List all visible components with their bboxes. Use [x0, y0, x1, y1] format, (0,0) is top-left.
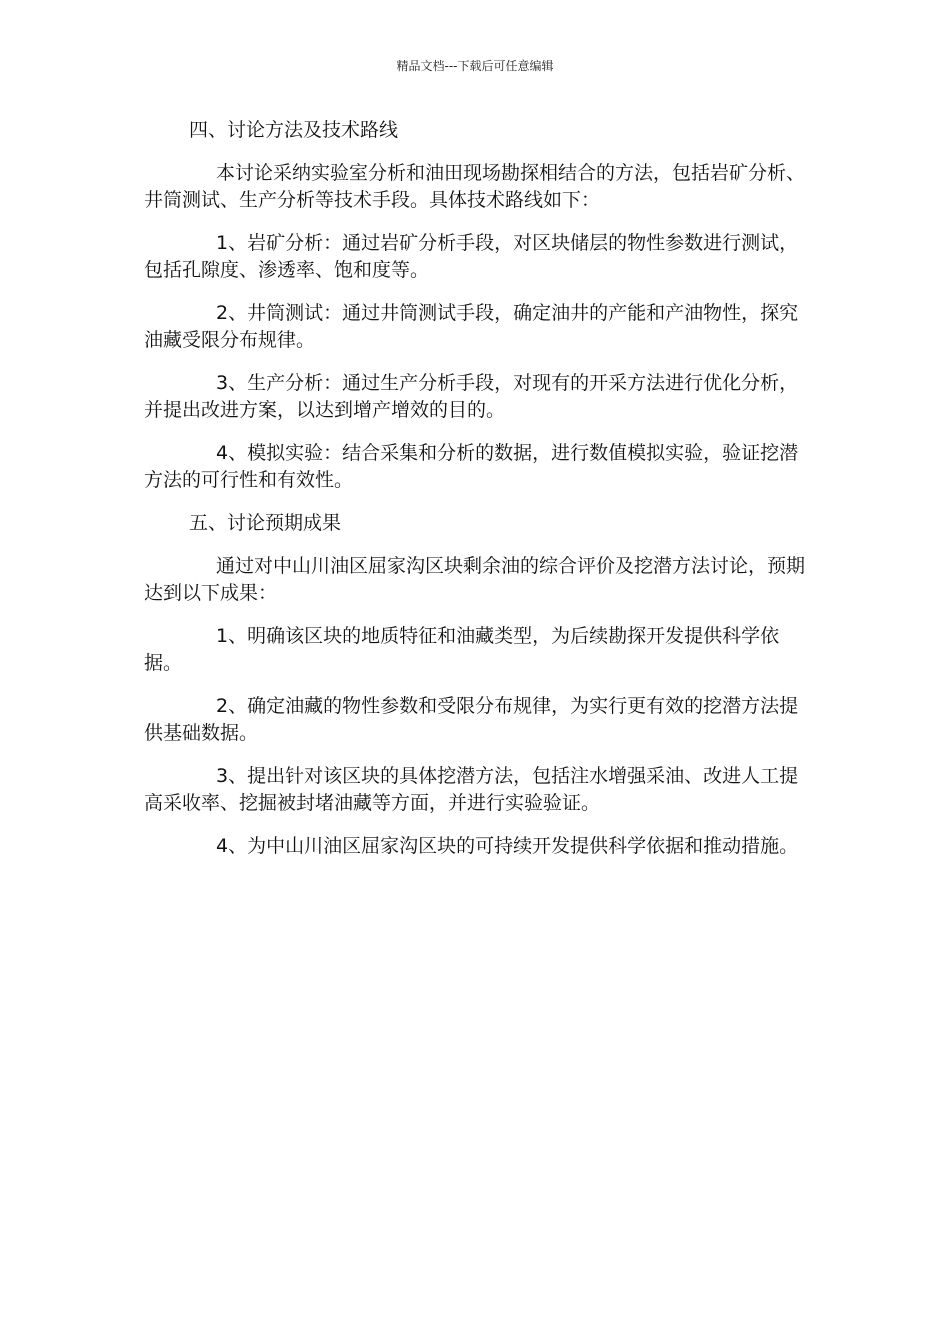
paragraph-outcomes-item-4: 4、为中山川油区屈家沟区块的可持续开发提供科学依据和推动措施。 [216, 835, 799, 857]
paragraph-outcomes-item-2: 2、确定油藏的物性参数和受限分布规律，为实行更有效的挖潜方法提供基础数据。 [144, 695, 799, 744]
paragraph-outcomes-item-1: 1、明确该区块的地质特征和油藏类型，为后续勘探开发提供科学依据。 [144, 625, 780, 674]
page-header: 精品文档---下载后可任意编辑 [396, 59, 554, 73]
section-heading-outcomes: 五、讨论预期成果 [189, 512, 342, 534]
paragraph-methods-item-2: 2、井筒测试：通过井筒测试手段，确定油井的产能和产油物性，探究油藏受限分布规律。 [144, 302, 799, 351]
document-body [144, 117, 810, 876]
paragraph-outcomes-item-3: 3、提出针对该区块的具体挖潜方法，包括注水增强采油、改进人工提高采收率、挖掘被封堵油藏等方面，并进行实验验证。 [144, 765, 799, 814]
paragraph-outcomes-intro: 通过对中山川油区屈家沟区块剩余油的综合评价及挖潜方法讨论，预期达到以下成果： [144, 555, 806, 604]
paragraph-methods-item-3: 3、生产分析：通过生产分析手段，对现有的开采方法进行优化分析，并提出改进方案，以达到增产增效的目的。 [144, 372, 799, 421]
paragraph-methods-intro: 本讨论采纳实验室分析和油田现场勘探相结合的方法，包括岩矿分析、井筒测试、生产分析等技术手段。具体技术路线如下： [144, 162, 806, 211]
section-heading-methods: 四、讨论方法及技术路线 [189, 119, 399, 141]
paragraph-methods-item-1: 1、岩矿分析：通过岩矿分析手段，对区块储层的物性参数进行测试，包括孔隙度、渗透率、饱和度等。 [144, 232, 799, 281]
paragraph-methods-item-4: 4、模拟实验：结合采集和分析的数据，进行数值模拟实验，验证挖潜方法的可行性和有效性。 [144, 442, 799, 491]
